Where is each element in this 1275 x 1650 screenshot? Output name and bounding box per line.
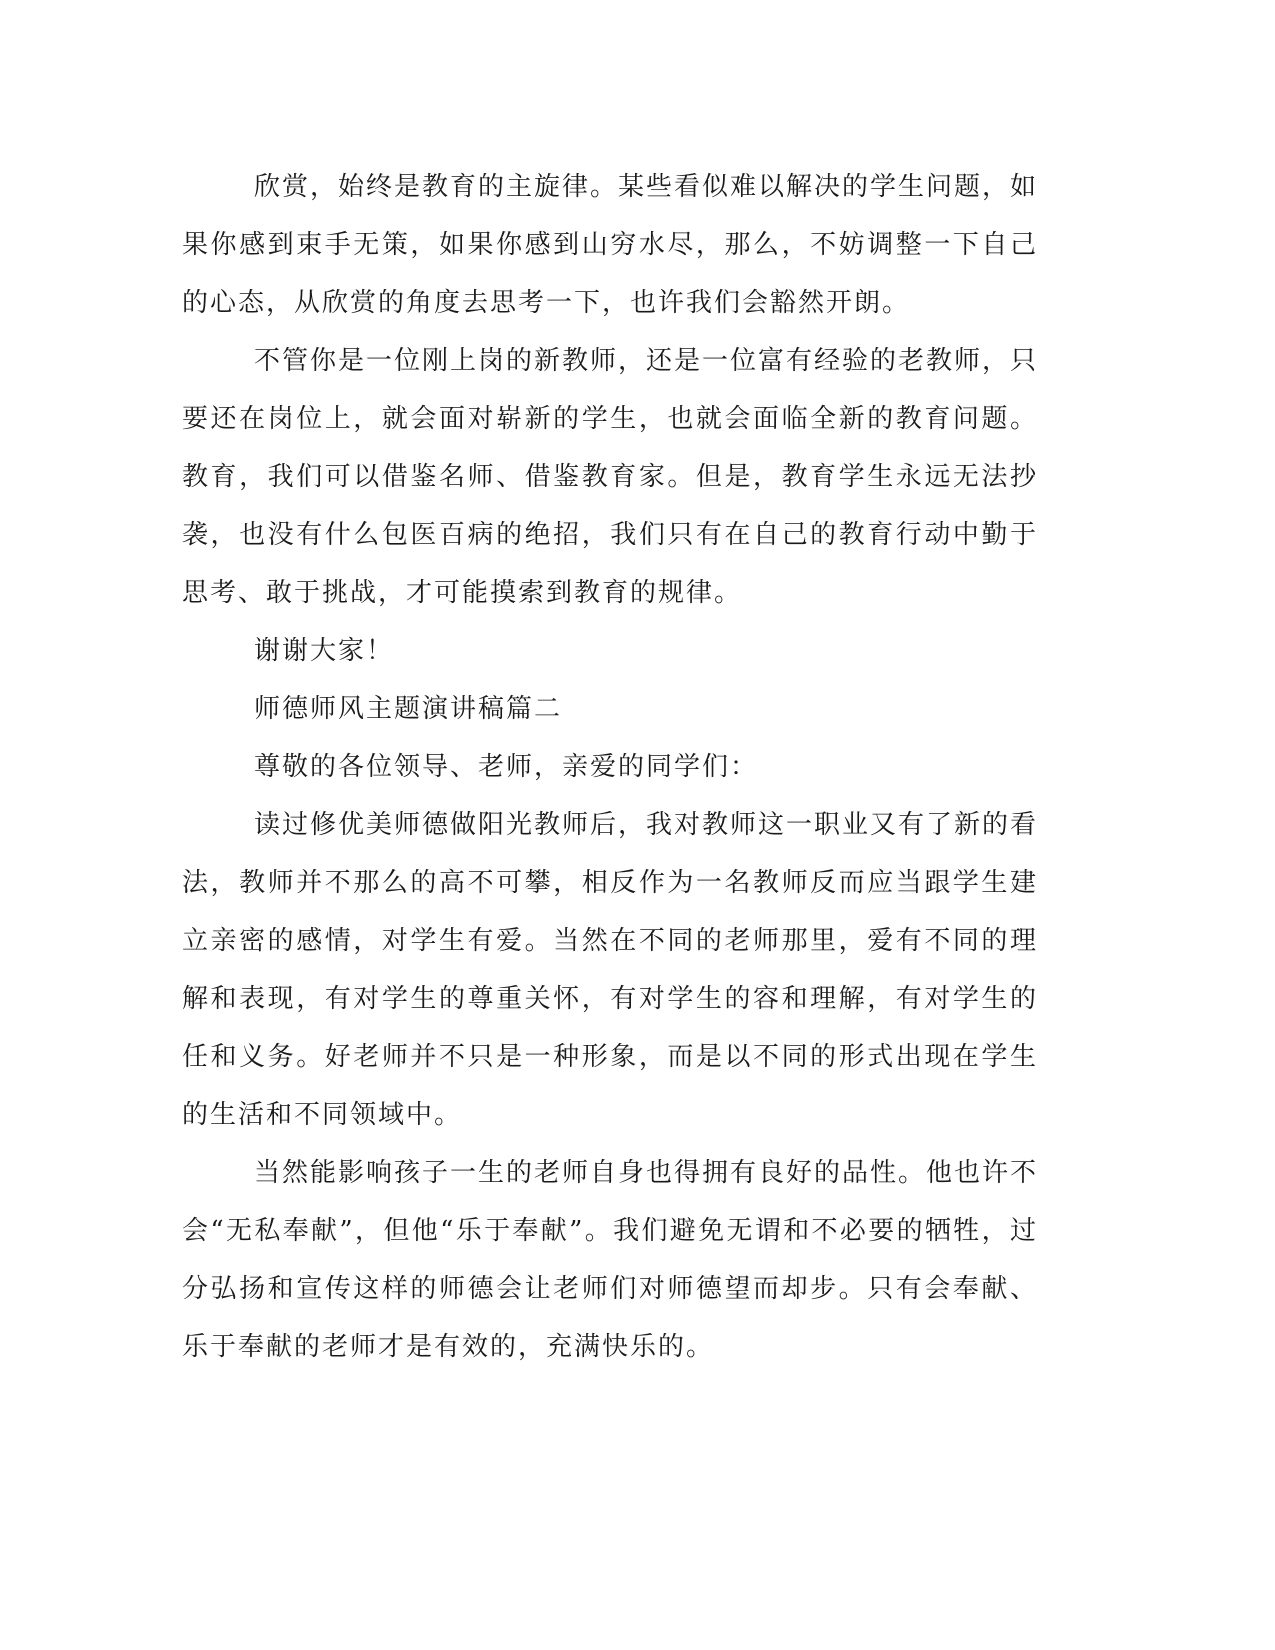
section-heading: 师德师风主题演讲稿篇二 [254, 694, 563, 724]
paragraph-new-teacher: 不管你是一位刚上岗的新教师，还是一位富有经验的老教师，只要还在岗位上，就会面对崭新的学生，也就会面临全新的教育问题。教育，我们可以借鉴名师、借鉴教育家。但是，教育学生永远无法抄袭，也没有什么包医百病的绝招，我们只有在自己的教育行动中勤于思考、敢于挑战，才可能摸索到教育的规律。 [182, 346, 1039, 608]
paragraph-thanks: 谢谢大家！ [254, 636, 395, 666]
document-body [182, 158, 1038, 1376]
paragraph-appreciation: 欣赏，始终是教育的主旋律。某些看似难以解决的学生问题，如果你感到束手无策，如果你感到山穷水尽，那么，不妨调整一下自己的心态，从欣赏的角度去思考一下，也许我们会豁然开朗。 [182, 172, 1039, 318]
salutation: 尊敬的各位领导、老师，亲爱的同学们： [254, 752, 759, 782]
paragraph-reflection: 读过修优美师德做阳光教师后，我对教师这一职业又有了新的看法，教师并不那么的高不可攀，相反作为一名教师反而应当跟学生建立亲密的感情，对学生有爱。当然在不同的老师那里，爱有不同的理解和表现，有对学生的尊重关怀，有对学生的容和理解，有对学生的任和义务。好老师并不只是一种形象，而是以不同的形式出现在学生的生活和不同领域中。 [182, 810, 1039, 1130]
paragraph-dedication: 当然能影响孩子一生的老师自身也得拥有良好的品性。他也许不会“无私奉献”，但他“乐于奉献”。我们避免无谓和不必要的牺牲，过分弘扬和宣传这样的师德会让老师们对师德望而却步。只有会奉献、乐于奉献的老师才是有效的，充满快乐的。 [182, 1158, 1039, 1362]
